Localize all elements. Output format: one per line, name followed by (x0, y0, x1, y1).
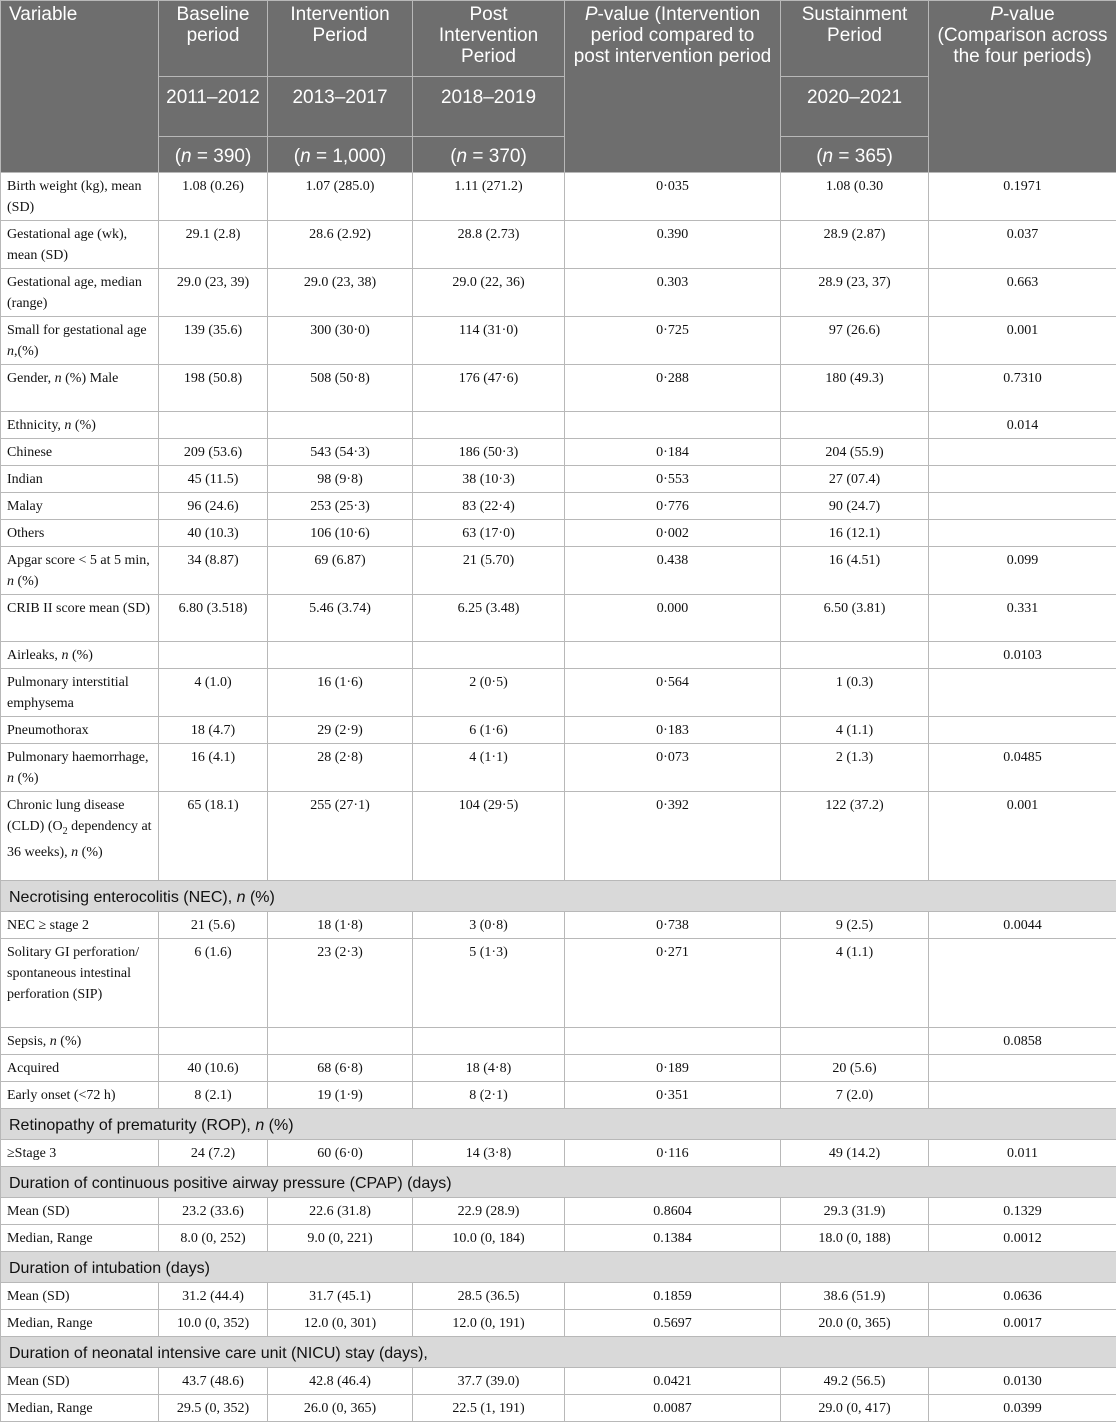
section-header-row (1, 1109, 1116, 1140)
cell-baseline: 34 (8.87) (159, 547, 268, 595)
cell-pvalue-four-periods (929, 493, 1116, 520)
cell-intervention: 255 (27·1) (268, 792, 413, 881)
section-label: Duration of intubation (days) (1, 1252, 1116, 1283)
cell-intervention: 29.0 (23, 38) (268, 269, 413, 317)
cell-pvalue-four-periods (929, 439, 1116, 466)
cell-sustainment: 20.0 (0, 365) (781, 1310, 929, 1337)
cell-baseline (159, 1028, 268, 1055)
table-row (1, 1198, 1116, 1225)
cell-post: 114 (31·0) (413, 317, 565, 365)
cell-post: 83 (22·4) (413, 493, 565, 520)
cell-pvalue-four-periods: 0.0044 (929, 912, 1116, 939)
cell-post: 1.11 (271.2) (413, 173, 565, 221)
cell-pvalue-intervention-post: 0·738 (565, 912, 781, 939)
cell-post: 29.0 (22, 36) (413, 269, 565, 317)
cell-pvalue-intervention-post: 0.390 (565, 221, 781, 269)
cell-pvalue-four-periods: 0.663 (929, 269, 1116, 317)
table-row (1, 717, 1116, 744)
table-row (1, 173, 1116, 221)
cell-pvalue-four-periods: 0.001 (929, 317, 1116, 365)
table-row (1, 520, 1116, 547)
table-row (1, 466, 1116, 493)
cell-sustainment: 2 (1.3) (781, 744, 929, 792)
n-post: (n = 370) (413, 137, 565, 173)
years-intervention: 2013–2017 (268, 77, 413, 137)
cell-pvalue-intervention-post (565, 412, 781, 439)
cell-baseline: 29.5 (0, 352) (159, 1395, 268, 1422)
cell-sustainment (781, 642, 929, 669)
row-label: Small for gestational age n,(%) (1, 317, 159, 365)
cell-pvalue-four-periods: 0.7310 (929, 365, 1116, 412)
years-sustainment: 2020–2021 (781, 77, 929, 137)
cell-post: 176 (47·6) (413, 365, 565, 412)
cell-post: 8 (2·1) (413, 1082, 565, 1109)
section-header-row (1, 881, 1116, 912)
table-row (1, 1140, 1116, 1167)
cell-pvalue-four-periods (929, 466, 1116, 493)
cell-sustainment: 16 (4.51) (781, 547, 929, 595)
row-label: Malay (1, 493, 159, 520)
cell-sustainment: 4 (1.1) (781, 717, 929, 744)
cell-pvalue-intervention-post: 0·351 (565, 1082, 781, 1109)
cell-pvalue-intervention-post: 0.303 (565, 269, 781, 317)
cell-sustainment: 7 (2.0) (781, 1082, 929, 1109)
cell-pvalue-four-periods: 0.0485 (929, 744, 1116, 792)
cell-pvalue-four-periods: 0.001 (929, 792, 1116, 881)
cell-pvalue-intervention-post: 0·184 (565, 439, 781, 466)
cell-baseline: 8.0 (0, 252) (159, 1225, 268, 1252)
cell-pvalue-four-periods: 0.037 (929, 221, 1116, 269)
cell-post: 186 (50·3) (413, 439, 565, 466)
cell-intervention: 9.0 (0, 221) (268, 1225, 413, 1252)
cell-post: 6.25 (3.48) (413, 595, 565, 642)
cell-post: 38 (10·3) (413, 466, 565, 493)
cell-intervention (268, 1028, 413, 1055)
row-label: Birth weight (kg), mean (SD) (1, 173, 159, 221)
table-row (1, 1310, 1116, 1337)
cell-sustainment: 9 (2.5) (781, 912, 929, 939)
cell-sustainment: 29.3 (31.9) (781, 1198, 929, 1225)
cell-post: 104 (29·5) (413, 792, 565, 881)
header-sustainment: Sustainment Period (781, 1, 929, 77)
cell-baseline: 43.7 (48.6) (159, 1368, 268, 1395)
cell-intervention: 68 (6·8) (268, 1055, 413, 1082)
cell-pvalue-intervention-post: 0.8604 (565, 1198, 781, 1225)
cell-post: 4 (1·1) (413, 744, 565, 792)
cell-pvalue-intervention-post: 0·776 (565, 493, 781, 520)
cell-baseline: 21 (5.6) (159, 912, 268, 939)
cell-intervention: 26.0 (0, 365) (268, 1395, 413, 1422)
table-row (1, 269, 1116, 317)
cell-pvalue-four-periods: 0.0017 (929, 1310, 1116, 1337)
cell-pvalue-four-periods (929, 1055, 1116, 1082)
row-label: NEC ≥ stage 2 (1, 912, 159, 939)
table-row (1, 642, 1116, 669)
header-baseline: Baseline period (159, 1, 268, 77)
section-label: Duration of continuous positive airway pressure (CPAP) (days) (1, 1167, 1116, 1198)
row-label: Gestational age, median (range) (1, 269, 159, 317)
years-post: 2018–2019 (413, 77, 565, 137)
cell-sustainment: 4 (1.1) (781, 939, 929, 1028)
cell-sustainment: 49 (14.2) (781, 1140, 929, 1167)
cell-baseline: 4 (1.0) (159, 669, 268, 717)
cell-post: 2 (0·5) (413, 669, 565, 717)
cell-pvalue-intervention-post: 0·073 (565, 744, 781, 792)
cell-pvalue-intervention-post: 0.0421 (565, 1368, 781, 1395)
cell-pvalue-four-periods: 0.011 (929, 1140, 1116, 1167)
cell-post (413, 642, 565, 669)
cell-sustainment: 122 (37.2) (781, 792, 929, 881)
row-label: Pulmonary interstitial emphysema (1, 669, 159, 717)
cell-post (413, 412, 565, 439)
cell-pvalue-intervention-post: 0·116 (565, 1140, 781, 1167)
cell-pvalue-four-periods: 0.0103 (929, 642, 1116, 669)
cell-pvalue-intervention-post: 0·002 (565, 520, 781, 547)
table-header (1, 1, 1116, 173)
table-row (1, 1395, 1116, 1422)
row-label: Others (1, 520, 159, 547)
cell-sustainment: 28.9 (23, 37) (781, 269, 929, 317)
section-label: Retinopathy of prematurity (ROP), n (%) (1, 1109, 1116, 1140)
cell-pvalue-four-periods: 0.0399 (929, 1395, 1116, 1422)
row-label: Sepsis, n (%) (1, 1028, 159, 1055)
section-header-row (1, 1337, 1116, 1368)
table-body (1, 173, 1116, 1422)
cell-baseline (159, 412, 268, 439)
row-label: Airleaks, n (%) (1, 642, 159, 669)
cell-sustainment: 28.9 (2.87) (781, 221, 929, 269)
cell-sustainment: 27 (07.4) (781, 466, 929, 493)
cell-pvalue-intervention-post: 0.1384 (565, 1225, 781, 1252)
cell-intervention: 253 (25·3) (268, 493, 413, 520)
cell-sustainment: 90 (24.7) (781, 493, 929, 520)
cell-post: 5 (1·3) (413, 939, 565, 1028)
cell-intervention: 5.46 (3.74) (268, 595, 413, 642)
cell-intervention (268, 412, 413, 439)
table-row (1, 547, 1116, 595)
cell-post: 6 (1·6) (413, 717, 565, 744)
table-row (1, 439, 1116, 466)
section-header-row (1, 1252, 1116, 1283)
n-intervention: (n = 1,000) (268, 137, 413, 173)
table-row (1, 1055, 1116, 1082)
row-label: Mean (SD) (1, 1283, 159, 1310)
cell-pvalue-intervention-post: 0·189 (565, 1055, 781, 1082)
cell-post (413, 1028, 565, 1055)
cell-post: 18 (4·8) (413, 1055, 565, 1082)
cell-post: 3 (0·8) (413, 912, 565, 939)
cell-intervention (268, 642, 413, 669)
cell-baseline: 6.80 (3.518) (159, 595, 268, 642)
table-row (1, 595, 1116, 642)
cell-intervention: 19 (1·9) (268, 1082, 413, 1109)
cell-sustainment (781, 412, 929, 439)
cell-post: 63 (17·0) (413, 520, 565, 547)
cell-baseline: 96 (24.6) (159, 493, 268, 520)
cell-intervention: 28 (2·8) (268, 744, 413, 792)
header-pvalue-four-periods-text: -value (Comparison across the four periods) (938, 4, 1108, 67)
cell-intervention: 23 (2·3) (268, 939, 413, 1028)
cell-pvalue-four-periods (929, 717, 1116, 744)
row-label: Pulmonary haemorrhage, n (%) (1, 744, 159, 792)
row-label: Early onset (<72 h) (1, 1082, 159, 1109)
row-label: Gestational age (wk), mean (SD) (1, 221, 159, 269)
cell-pvalue-intervention-post: 0.5697 (565, 1310, 781, 1337)
row-label: Acquired (1, 1055, 159, 1082)
header-p-letter: P (585, 4, 598, 25)
cell-sustainment: 49.2 (56.5) (781, 1368, 929, 1395)
header-post: Post Intervention Period (413, 1, 565, 77)
table-row (1, 744, 1116, 792)
row-label: Chinese (1, 439, 159, 466)
row-label: ≥Stage 3 (1, 1140, 159, 1167)
cell-intervention: 69 (6.87) (268, 547, 413, 595)
cell-intervention: 12.0 (0, 301) (268, 1310, 413, 1337)
cell-intervention: 98 (9·8) (268, 466, 413, 493)
cell-sustainment: 20 (5.6) (781, 1055, 929, 1082)
cell-pvalue-intervention-post: 0·183 (565, 717, 781, 744)
cell-post: 37.7 (39.0) (413, 1368, 565, 1395)
cell-pvalue-four-periods (929, 939, 1116, 1028)
cell-sustainment: 6.50 (3.81) (781, 595, 929, 642)
header-pvalue-intervention-post-text: -value (Intervention period compared to post intervention period (574, 4, 772, 67)
cell-baseline: 6 (1.6) (159, 939, 268, 1028)
cell-pvalue-four-periods (929, 669, 1116, 717)
cell-baseline: 45 (11.5) (159, 466, 268, 493)
cell-pvalue-four-periods: 0.0012 (929, 1225, 1116, 1252)
table-row (1, 493, 1116, 520)
cell-intervention: 29 (2·9) (268, 717, 413, 744)
cell-pvalue-four-periods: 0.1971 (929, 173, 1116, 221)
cell-post: 28.5 (36.5) (413, 1283, 565, 1310)
cell-pvalue-four-periods (929, 1082, 1116, 1109)
row-label: Median, Range (1, 1395, 159, 1422)
row-label: Apgar score < 5 at 5 min, n (%) (1, 547, 159, 595)
cell-sustainment: 29.0 (0, 417) (781, 1395, 929, 1422)
row-label: Mean (SD) (1, 1368, 159, 1395)
row-label: Mean (SD) (1, 1198, 159, 1225)
table-row (1, 1082, 1116, 1109)
cell-sustainment: 97 (26.6) (781, 317, 929, 365)
row-label: CRIB II score mean (SD) (1, 595, 159, 642)
row-label: Indian (1, 466, 159, 493)
cell-baseline: 31.2 (44.4) (159, 1283, 268, 1310)
cell-pvalue-four-periods: 0.331 (929, 595, 1116, 642)
cell-post: 12.0 (0, 191) (413, 1310, 565, 1337)
cell-baseline: 40 (10.6) (159, 1055, 268, 1082)
cell-intervention: 18 (1·8) (268, 912, 413, 939)
header-pvalue-intervention-post (565, 1, 781, 173)
cell-sustainment: 1 (0.3) (781, 669, 929, 717)
table-row (1, 912, 1116, 939)
cell-baseline: 29.1 (2.8) (159, 221, 268, 269)
cell-pvalue-four-periods: 0.1329 (929, 1198, 1116, 1225)
cell-pvalue-four-periods (929, 520, 1116, 547)
section-header-row (1, 1167, 1116, 1198)
cell-baseline: 29.0 (23, 39) (159, 269, 268, 317)
cell-pvalue-four-periods: 0.0130 (929, 1368, 1116, 1395)
cell-sustainment: 180 (49.3) (781, 365, 929, 412)
years-baseline: 2011–2012 (159, 77, 268, 137)
table-row (1, 1368, 1116, 1395)
cell-intervention: 28.6 (2.92) (268, 221, 413, 269)
cell-baseline: 24 (7.2) (159, 1140, 268, 1167)
cell-intervention: 16 (1·6) (268, 669, 413, 717)
cell-baseline: 18 (4.7) (159, 717, 268, 744)
cell-intervention: 106 (10·6) (268, 520, 413, 547)
cell-pvalue-intervention-post (565, 642, 781, 669)
section-label: Duration of neonatal intensive care unit (NICU) stay (days), (1, 1337, 1116, 1368)
cell-baseline: 139 (35.6) (159, 317, 268, 365)
table-row (1, 1283, 1116, 1310)
cell-post: 28.8 (2.73) (413, 221, 565, 269)
cell-baseline: 23.2 (33.6) (159, 1198, 268, 1225)
cell-baseline: 16 (4.1) (159, 744, 268, 792)
table-row (1, 365, 1116, 412)
cell-pvalue-intervention-post: 0·564 (565, 669, 781, 717)
table-row (1, 1028, 1116, 1055)
cell-baseline: 8 (2.1) (159, 1082, 268, 1109)
cell-post: 22.5 (1, 191) (413, 1395, 565, 1422)
cell-intervention: 42.8 (46.4) (268, 1368, 413, 1395)
cell-intervention: 1.07 (285.0) (268, 173, 413, 221)
header-intervention: Intervention Period (268, 1, 413, 77)
cell-pvalue-four-periods: 0.0636 (929, 1283, 1116, 1310)
header-pvalue-four-periods (929, 1, 1116, 173)
row-label: Chronic lung disease (CLD) ($O_2$ dependency at 36 weeks), n (%) (1, 792, 159, 881)
cell-pvalue-intervention-post: 0·725 (565, 317, 781, 365)
cell-intervention: 508 (50·8) (268, 365, 413, 412)
cell-pvalue-four-periods: 0.099 (929, 547, 1116, 595)
table-row (1, 1225, 1116, 1252)
cell-pvalue-intervention-post: 0·271 (565, 939, 781, 1028)
cell-sustainment: 1.08 (0.30 (781, 173, 929, 221)
cell-pvalue-intervention-post: 0.1859 (565, 1283, 781, 1310)
header-p-letter-2: P (990, 4, 1003, 25)
table-row (1, 669, 1116, 717)
cell-intervention: 60 (6·0) (268, 1140, 413, 1167)
table-row (1, 221, 1116, 269)
cell-pvalue-four-periods: 0.014 (929, 412, 1116, 439)
cell-sustainment: 204 (55.9) (781, 439, 929, 466)
table-row (1, 317, 1116, 365)
cell-baseline: 209 (53.6) (159, 439, 268, 466)
cell-sustainment: 16 (12.1) (781, 520, 929, 547)
cell-baseline: 65 (18.1) (159, 792, 268, 881)
cell-pvalue-intervention-post: 0·035 (565, 173, 781, 221)
table-row (1, 792, 1116, 881)
cell-pvalue-intervention-post: 0.0087 (565, 1395, 781, 1422)
n-baseline: (n = 390) (159, 137, 268, 173)
cell-pvalue-intervention-post: 0·288 (565, 365, 781, 412)
section-label: Necrotising enterocolitis (NEC), n (%) (1, 881, 1116, 912)
row-label: Gender, n (%) Male (1, 365, 159, 412)
cell-intervention: 543 (54·3) (268, 439, 413, 466)
cell-post: 21 (5.70) (413, 547, 565, 595)
cell-pvalue-intervention-post: 0·553 (565, 466, 781, 493)
cell-pvalue-intervention-post: 0.438 (565, 547, 781, 595)
cell-sustainment: 38.6 (51.9) (781, 1283, 929, 1310)
cell-baseline: 10.0 (0, 352) (159, 1310, 268, 1337)
cell-post: 10.0 (0, 184) (413, 1225, 565, 1252)
cell-post: 14 (3·8) (413, 1140, 565, 1167)
cell-post: 22.9 (28.9) (413, 1198, 565, 1225)
cell-baseline (159, 642, 268, 669)
row-label: Pneumothorax (1, 717, 159, 744)
row-label: Median, Range (1, 1310, 159, 1337)
cell-pvalue-intervention-post (565, 1028, 781, 1055)
header-variable: Variable (1, 1, 159, 173)
cell-sustainment: 18.0 (0, 188) (781, 1225, 929, 1252)
cell-baseline: 1.08 (0.26) (159, 173, 268, 221)
cell-pvalue-intervention-post: 0·392 (565, 792, 781, 881)
table-row (1, 939, 1116, 1028)
table-row (1, 412, 1116, 439)
cell-sustainment (781, 1028, 929, 1055)
cell-intervention: 22.6 (31.8) (268, 1198, 413, 1225)
cell-baseline: 198 (50.8) (159, 365, 268, 412)
cell-pvalue-four-periods: 0.0858 (929, 1028, 1116, 1055)
row-label: Ethnicity, n (%) (1, 412, 159, 439)
cell-intervention: 300 (30·0) (268, 317, 413, 365)
row-label: Median, Range (1, 1225, 159, 1252)
cell-pvalue-intervention-post: 0.000 (565, 595, 781, 642)
row-label: Solitary GI perforation/ spontaneous intestinal perforation (SIP) (1, 939, 159, 1028)
cell-baseline: 40 (10.3) (159, 520, 268, 547)
cell-intervention: 31.7 (45.1) (268, 1283, 413, 1310)
n-sustainment: (n = 365) (781, 137, 929, 173)
